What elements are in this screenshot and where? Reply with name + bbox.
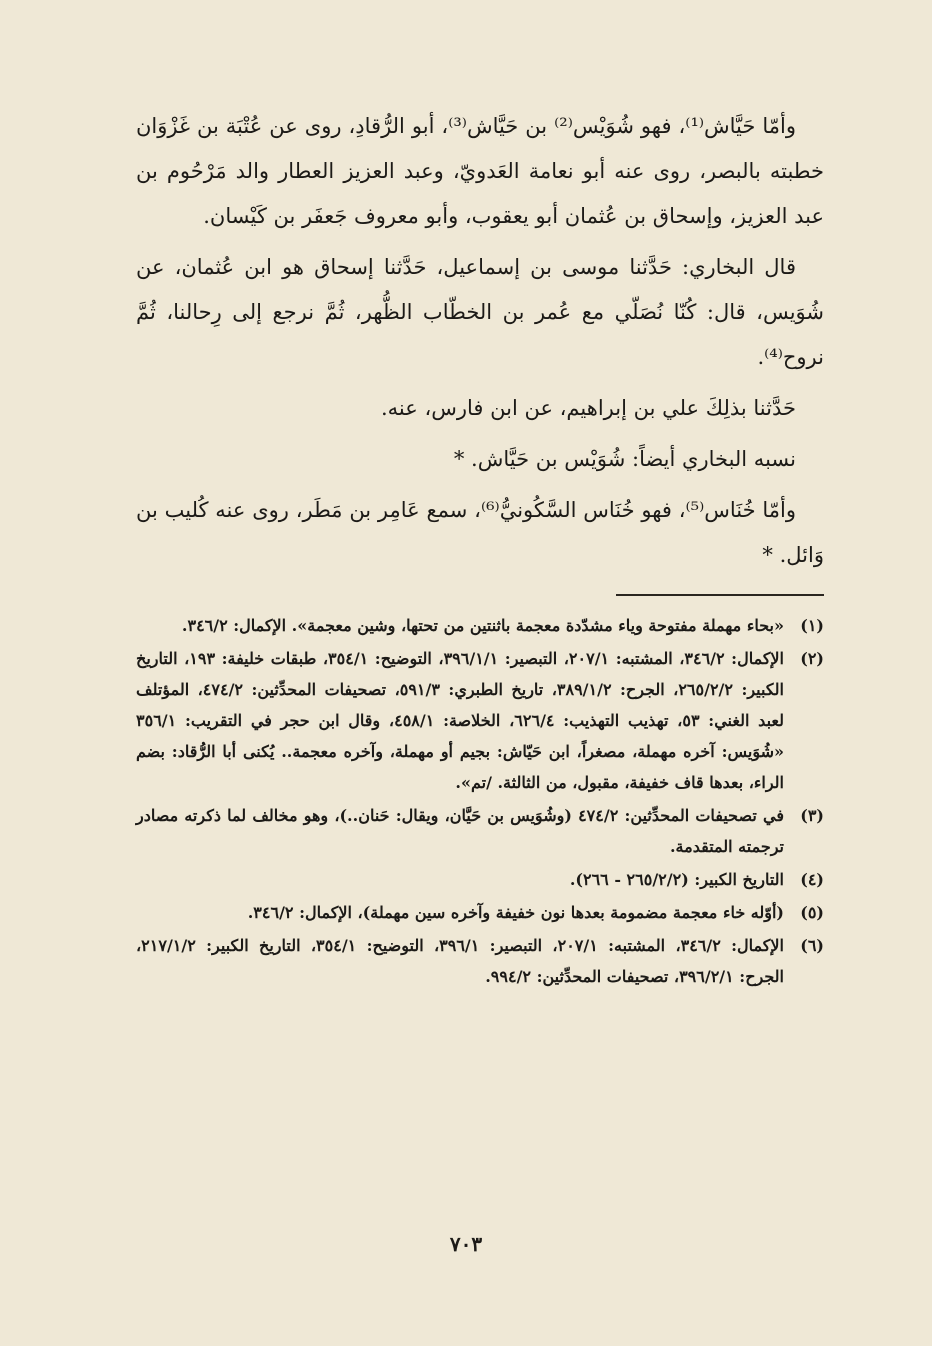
body-paragraph: وأمّا خُنَاس⁽⁵⁾، فهو خُنَاس السَّكُونيُّ⁽⁶⁾، سمع عَامِر بن مَطَر، روى عنه كُليب بن وَائل. * [136, 498, 824, 567]
footnote-number: (٤) [800, 870, 824, 889]
footnote-text: الإكمال: ٣٤٦/٢، المشتبه: ٢٠٧/١، التبصير: ٣٩٦/١/١، التوضيح: ٣٥٤/١، طبقات خليفة: ١٩٣، التاريخ الكبير: ٢٦٥/٢/٢، الجرح: ٣٨٩/١/٢، تاريخ الطبري: ٥٩١/٣، تصحيفات المحدِّثين: ٤٧٤/٢، المؤتلف لعبد الغني: ٥٣، تهذيب التهذيب: ٦٢٦/٤، الخلاصة: ٤٥٨/١، وقال ابن حجر في التقريب: ٣٥٦/١ «شُوَيس: آخره مهملة، مصغراً، ابن حَيّاش: بجيم أو مهملة، وآخره معجمة.. يُكنى أبا الرُّقاد: بضم الراء، بعدها قاف خفيفة، مقبول، من الثالثة. /تم». [136, 649, 785, 792]
page-number: ٧٠٣ [449, 1232, 483, 1256]
footnote [136, 864, 824, 895]
body-paragraph: نسبه البخاري أيضاً: شُوَيْس بن حَيَّاش. * [453, 447, 796, 471]
body-paragraph: حَدَّثنا بذلِكَ علي بن إبراهيم، عن ابن فارس، عنه. [380, 396, 796, 420]
footnote [136, 897, 824, 928]
footnote-number: (٥) [800, 903, 824, 922]
footnote [136, 610, 824, 641]
footnote-text: (أوّله خاء معجمة مضمومة بعدها نون خفيفة وآخره سين مهملة)، الإكمال: ٣٤٦/٢. [247, 903, 784, 922]
footnote [136, 800, 824, 862]
footnote [136, 643, 824, 798]
body-paragraph: وأمّا حَيَّاش⁽¹⁾، فهو شُوَيْس⁽²⁾ بن حَيَّاش⁽³⁾، أبو الرُّقادِ، روى عن عُتْبَة بن غَزْوَان خطبته بالبصر، روى عنه أبو نعامة العَدويّ، وعبد العزيز العطار والد مَرْحُوم بن عبد العزيز، وإسحاق بن عُثمان أبو يعقوب، وأبو معروف جَعفَر بن كَيْسان. [136, 114, 824, 228]
footnote-number: (٣) [800, 806, 824, 825]
footnote-text: «بحاء مهملة مفتوحة وياء مشدّدة معجمة باثنتين من تحتها، وشين معجمة». الإكمال: ٣٤٦/٢. [181, 616, 784, 635]
footnote-text: في تصحيفات المحدِّثين: ٤٧٤/٢ (وشُوَيس بن حَيَّان، ويقال: حَنان..)، وهو مخالف لما ذكرته مصادر ترجمته المتقدمة. [136, 806, 784, 856]
footnote-text: الإكمال: ٣٤٦/٢، المشتبه: ٢٠٧/١، التبصير: ٣٩٦/١، التوضيح: ٣٥٤/١، التاريخ الكبير: ٢١٧/١/٢، الجرح: ٣٩٦/٢/١، تصحيفات المحدِّثين: ٩٩٤/٢. [136, 936, 784, 986]
footnote [136, 930, 824, 992]
footnote-separator [616, 594, 824, 596]
body-paragraph: قال البخاري: حَدَّثنا موسى بن إسماعيل، حَدَّثنا إسحاق هو ابن عُثمان، عن شُوَيس، قال: كُنّا نُصَلّي مع عُمر بن الخطّاب الظُّهر، ثُمَّ نرجع إلى رِحالنا، ثُمَّ نروح⁽⁴⁾. [136, 255, 824, 369]
footnote-text: التاريخ الكبير: (٢٦٥/٢/٢ - ٢٦٦). [569, 870, 784, 889]
footnote-number: (١) [800, 616, 824, 635]
footnote-number: (٢) [800, 649, 824, 668]
footnote-number: (٦) [800, 936, 824, 955]
